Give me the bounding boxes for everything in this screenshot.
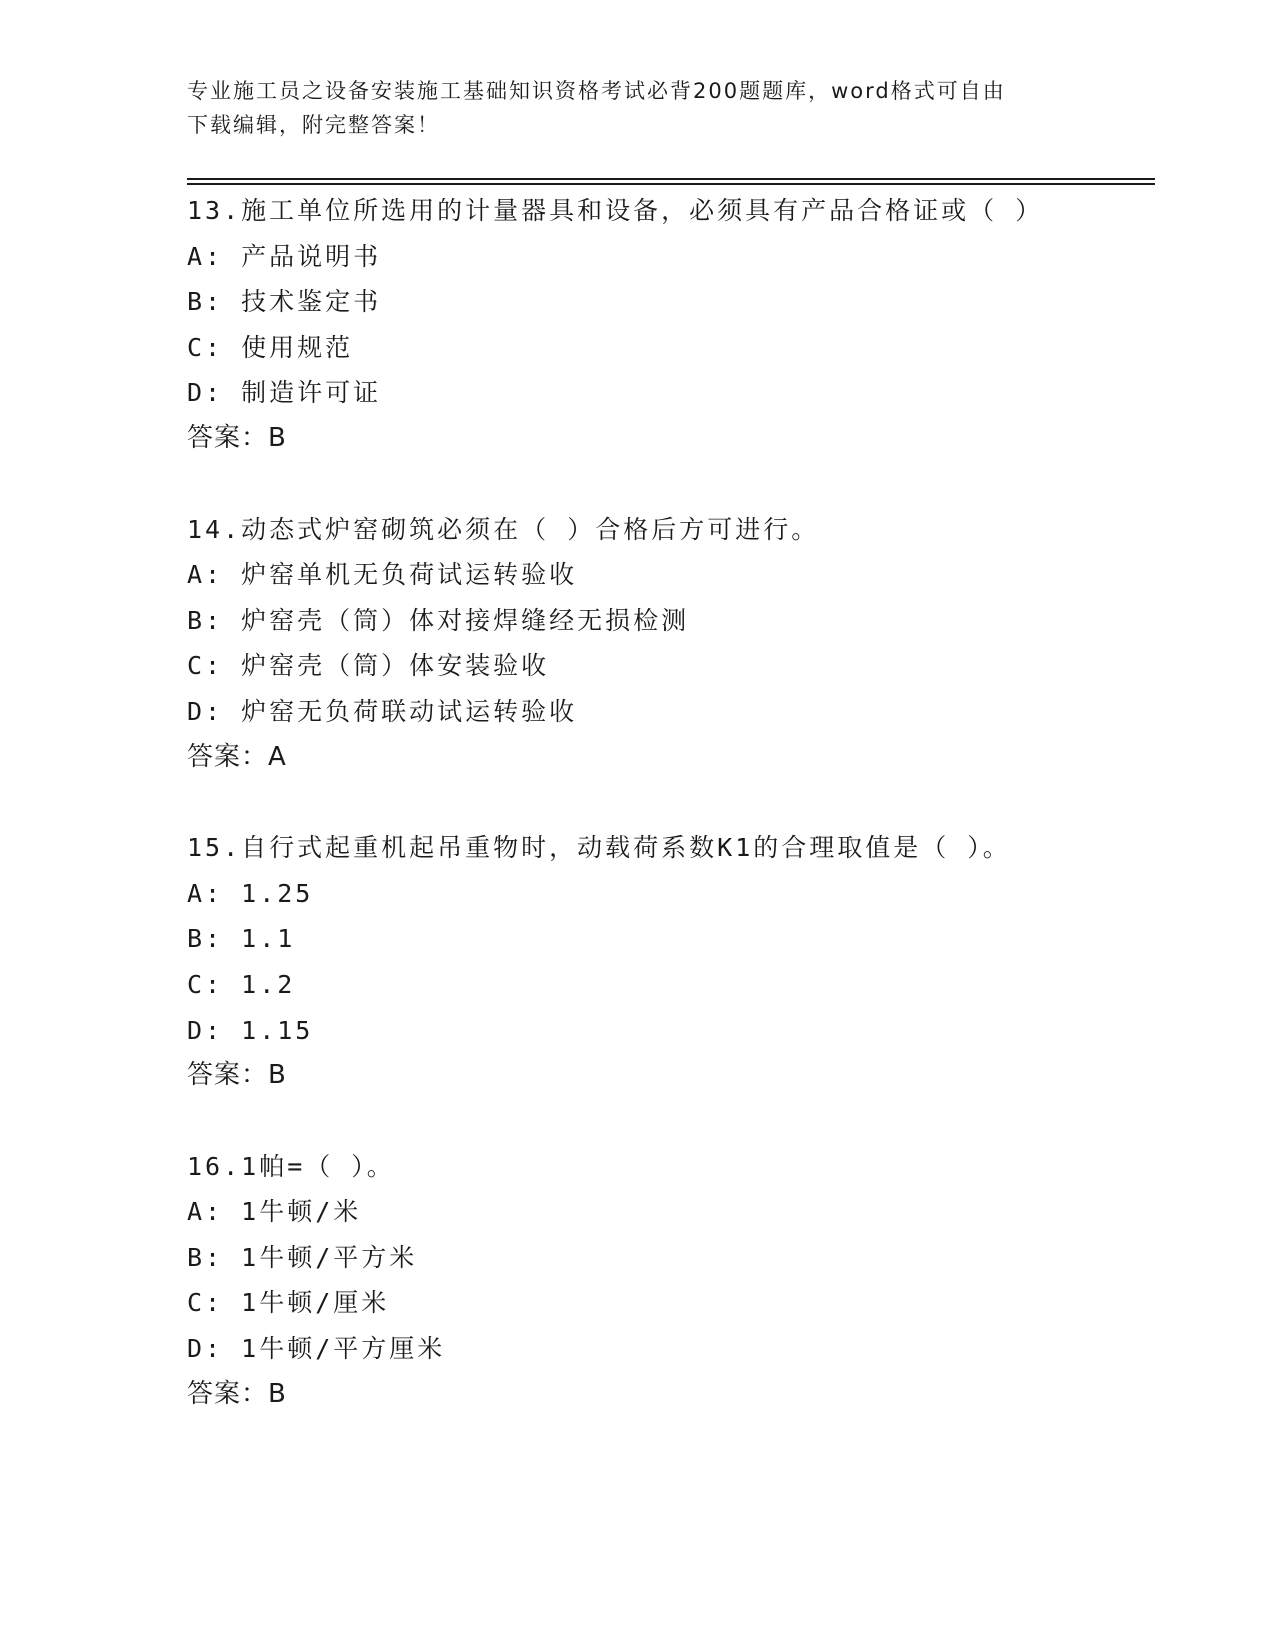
option-c: C: 炉窑壳（筒）体安装验收 xyxy=(187,651,550,681)
question-list xyxy=(187,188,1155,1462)
option-c: C: 1牛顿/厘米 xyxy=(187,1288,390,1318)
option-c: C: 1.2 xyxy=(187,969,296,999)
header-line-2: 下载编辑，附完整答案！ xyxy=(187,113,440,137)
option-b: B: 技术鉴定书 xyxy=(187,287,382,317)
option-a: A: 产品说明书 xyxy=(187,241,382,271)
option-d: D: 制造许可证 xyxy=(187,378,382,408)
header-line-1: 专业施工员之设备安装施工基础知识资格考试必背200题题库，word格式可自由 xyxy=(187,79,1006,103)
option-d: D: 炉窑无负荷联动试运转验收 xyxy=(187,696,578,726)
question-13 xyxy=(187,188,1155,462)
question-16 xyxy=(187,1144,1155,1418)
question-stem: 15.自行式起重机起吊重物时，动载荷系数K1的合理取值是（ ）。 xyxy=(187,833,1011,863)
option-c: C: 使用规范 xyxy=(187,332,354,362)
question-14 xyxy=(187,507,1155,781)
option-a: A: 1牛顿/米 xyxy=(187,1197,362,1227)
document-header xyxy=(187,74,1087,142)
option-a: A: 炉窑单机无负荷试运转验收 xyxy=(187,560,578,590)
question-stem: 14.动态式炉窑砌筑必须在（ ）合格后方可进行。 xyxy=(187,514,820,544)
option-b: B: 1.1 xyxy=(187,924,296,954)
header-divider-bottom xyxy=(187,183,1155,185)
answer-label: 答案：B xyxy=(187,1060,287,1091)
option-b: B: 1牛顿/平方米 xyxy=(187,1242,418,1272)
question-15 xyxy=(187,825,1155,1099)
question-stem: 16.1帕=（ ）。 xyxy=(187,1151,395,1181)
option-d: D: 1牛顿/平方厘米 xyxy=(187,1334,446,1364)
header-divider-top xyxy=(187,178,1155,180)
option-b: B: 炉窑壳（筒）体对接焊缝经无损检测 xyxy=(187,605,690,635)
answer-label: 答案：B xyxy=(187,1378,287,1409)
option-a: A: 1.25 xyxy=(187,878,314,908)
answer-label: 答案：A xyxy=(187,741,287,772)
option-d: D: 1.15 xyxy=(187,1015,314,1045)
answer-label: 答案：B xyxy=(187,422,287,453)
question-stem: 13.施工单位所选用的计量器具和设备，必须具有产品合格证或（ ） xyxy=(187,196,1044,225)
